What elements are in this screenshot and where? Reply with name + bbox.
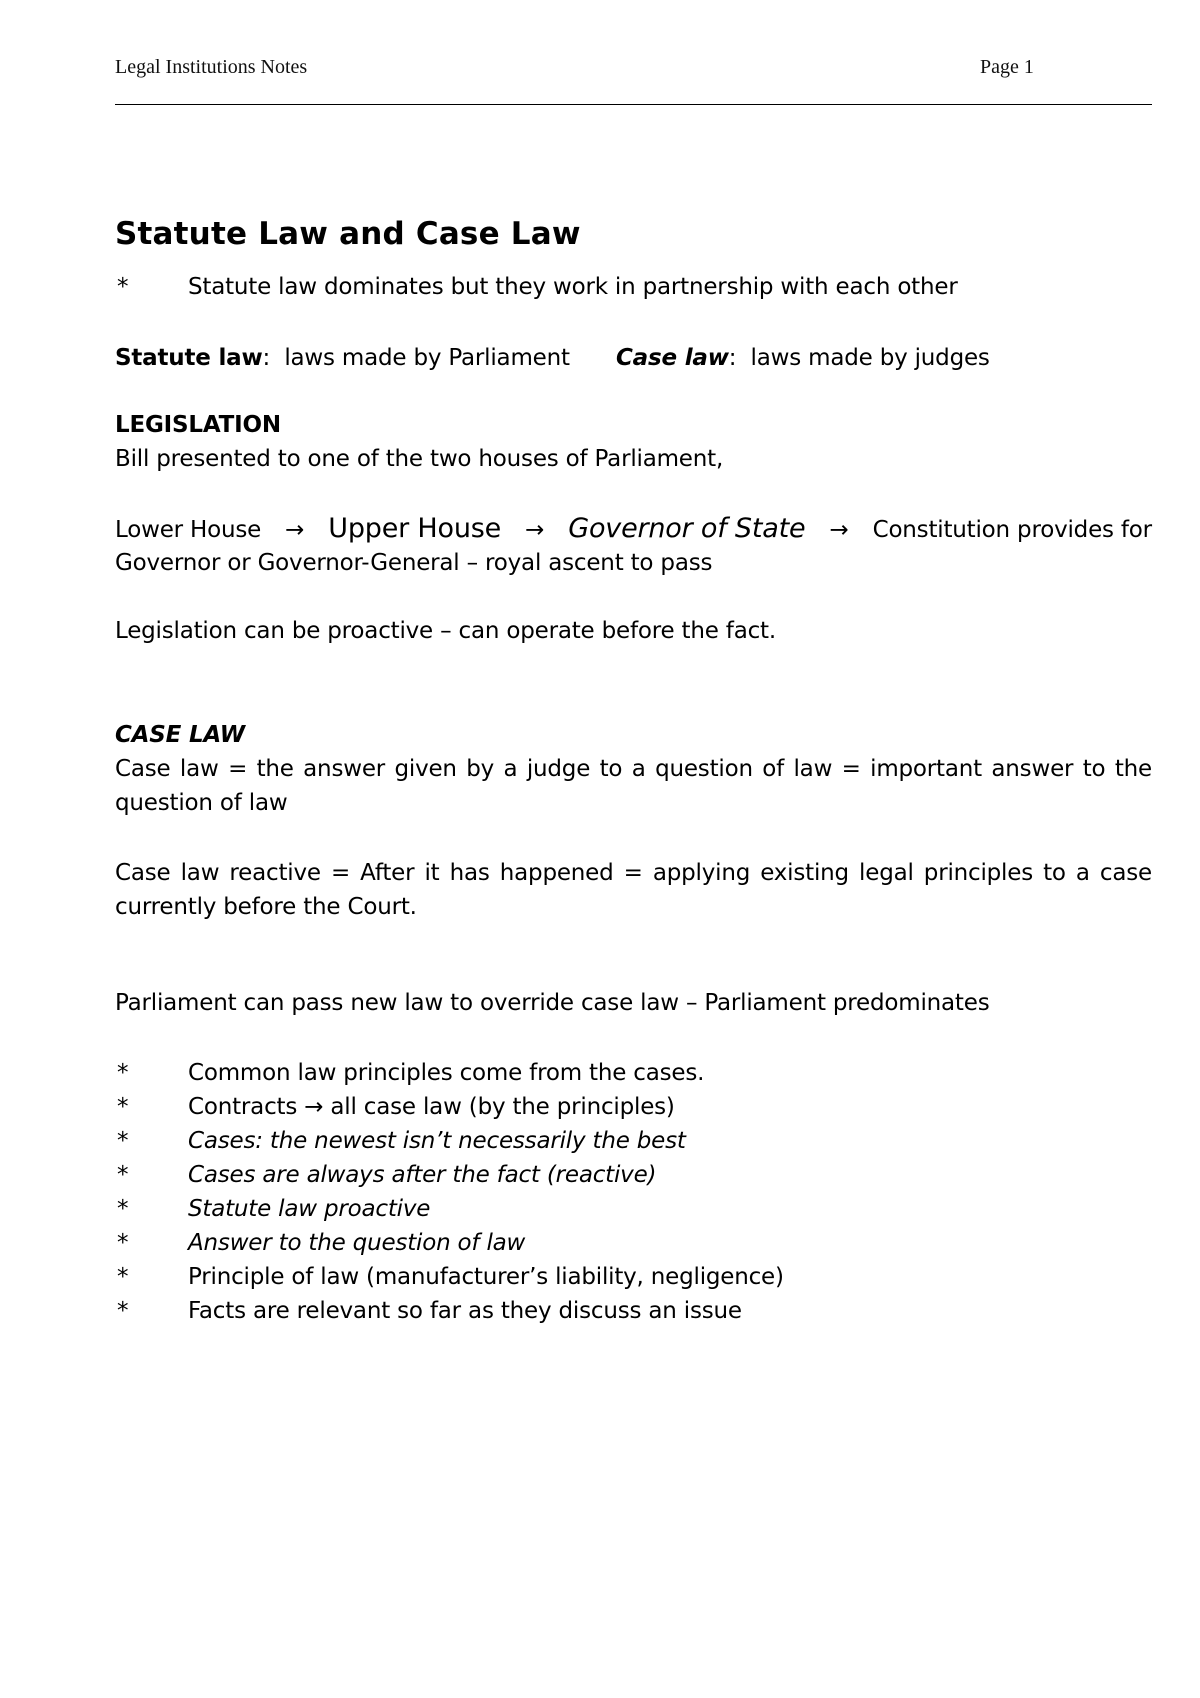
- list-item-text: Contracts → all case law (by the principles): [188, 1094, 675, 1120]
- bullet-marker: *: [117, 1162, 129, 1188]
- list-item-text: Cases: the newest isn’t necessarily the best: [188, 1128, 686, 1154]
- page-number: Page 1: [980, 56, 1034, 78]
- list-item-text: Principle of law (manufacturer’s liability, negligence): [188, 1264, 784, 1290]
- bullet-marker: *: [117, 1094, 129, 1120]
- case-law-definition: [616, 341, 990, 375]
- intro-bullet-text: Statute law dominates but they work in partnership with each other: [188, 274, 958, 300]
- document-title: Statute Law and Case Law: [115, 216, 581, 252]
- flow-arrow: →: [829, 517, 849, 543]
- bullet-marker: *: [117, 1264, 129, 1290]
- bullet-marker: *: [117, 1230, 129, 1256]
- case-law-sep: :: [728, 345, 737, 371]
- legislation-heading: LEGISLATION: [115, 412, 281, 438]
- list-item-text: Statute law proactive: [188, 1196, 431, 1222]
- flow-arrow: →: [525, 517, 545, 543]
- bullet-marker: *: [117, 1060, 129, 1086]
- legislation-line: Bill presented to one of the two houses of Parliament,: [115, 446, 724, 472]
- case-law-heading: CASE LAW: [115, 722, 245, 748]
- case-law-reactive-text: Case law reactive = After it has happened = applying existing legal principles to a case currently before the Court.: [115, 860, 1152, 920]
- flow-step-lower-house: Lower House: [115, 517, 262, 543]
- bullet-marker: *: [117, 274, 129, 300]
- bullet-marker: *: [117, 1196, 129, 1222]
- parliament-line: Parliament can pass new law to override case law – Parliament predominates: [115, 990, 990, 1016]
- legislation-proactive: Legislation can be proactive – can operate before the fact.: [115, 618, 776, 644]
- header-divider: [115, 104, 1152, 105]
- case-law-term: Case law: [616, 345, 729, 371]
- header-title: Legal Institutions Notes: [115, 56, 308, 78]
- statute-law-sep: :: [262, 345, 271, 371]
- flow-step-constitution: Constitution provides for: [872, 517, 1152, 543]
- list-item-text: Answer to the question of law: [188, 1230, 526, 1256]
- legislation-flow: [115, 512, 1152, 580]
- statute-law-def: laws made by Parliament: [284, 345, 570, 371]
- flow-arrow: →: [285, 517, 305, 543]
- list-item-text: Facts are relevant so far as they discuss an issue: [188, 1298, 742, 1324]
- flow-step-governor: Governor of State: [568, 513, 806, 544]
- statute-law-term: Statute law: [115, 345, 263, 371]
- statute-law-definition: [115, 341, 570, 375]
- bullet-marker: *: [117, 1298, 129, 1324]
- bullet-marker: *: [117, 1128, 129, 1154]
- list-item-text: Cases are always after the fact (reactive): [188, 1162, 657, 1188]
- list-item-text: Common law principles come from the cases.: [188, 1060, 705, 1086]
- flow-step-upper-house: Upper House: [328, 513, 502, 544]
- flow-continuation: Governor or Governor-General – royal ascent to pass: [115, 550, 713, 576]
- case-law-definition-text: Case law = the answer given by a judge to a question of law = important answer to the question of law: [115, 756, 1152, 816]
- case-law-def: laws made by judges: [750, 345, 990, 371]
